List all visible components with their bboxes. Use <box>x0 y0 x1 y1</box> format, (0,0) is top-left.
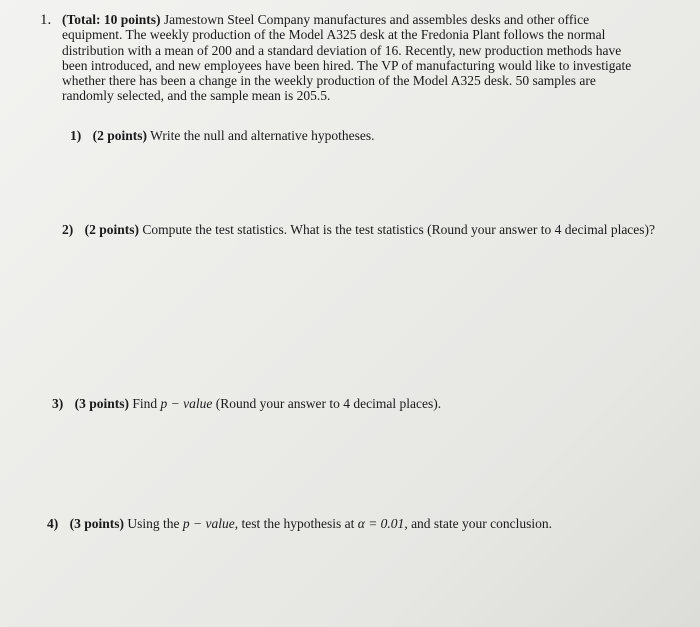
part-3-p-value: p − value <box>160 396 213 411</box>
question-intro <box>62 12 642 104</box>
part-1-number: 1) <box>70 128 82 143</box>
part-2-text: Compute the test statistics. What is the test statistics (Round your answer to 4 decimal places)? <box>142 222 656 237</box>
part-2 <box>62 222 672 238</box>
part-3 <box>52 396 652 412</box>
part-3-text-before: Find <box>132 396 158 411</box>
part-1 <box>70 128 630 144</box>
total-points-label: (Total: 10 points) <box>62 12 161 27</box>
part-1-text: Write the null and alternative hypotheses. <box>150 128 375 143</box>
bleed-through-text <box>80 338 680 388</box>
part-3-text-after: (Round your answer to 4 decimal places). <box>215 396 442 411</box>
part-4-number: 4) <box>47 516 59 531</box>
intro-text: Jamestown Steel Company manufactures and assembles desks and other office equipment. The weekly production of the Model A325 desk at the Fredonia Plant follows the normal distribution with a mean of 200 and a standard deviation of 16. Recently, new production methods have been introduced, and new employees have been hired. The VP of manufacturing would like to investigate whether there has been a change in the weekly production of the Model A325 desk. 50 samples are randomly selected, and the sample mean is 205.5. <box>62 12 632 104</box>
part-2-number: 2) <box>62 222 74 237</box>
part-4-points: (3 points) <box>69 516 125 531</box>
part-4-text-mid: , test the hypothesis at <box>234 516 355 531</box>
part-4-alpha: α = 0.01 <box>357 516 405 531</box>
part-2-points: (2 points) <box>84 222 140 237</box>
part-3-number: 3) <box>52 396 64 411</box>
part-4-text-before: Using the <box>127 516 180 531</box>
part-4-p-value: p − value <box>182 516 235 531</box>
question-number: 1. <box>40 12 52 28</box>
part-1-points: (2 points) <box>92 128 148 143</box>
part-3-points: (3 points) <box>74 396 130 411</box>
part-4-text-after: , and state your conclusion. <box>404 516 553 531</box>
part-4 <box>47 516 677 532</box>
